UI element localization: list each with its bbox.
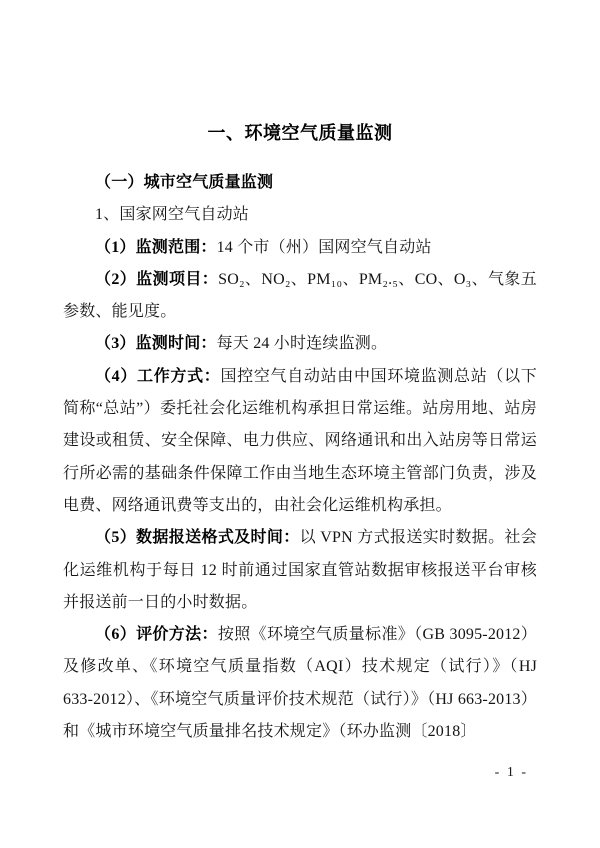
para-text: 以 VPN 方式报送实时数据。社会化运维机构于每日 12 时前通过国家直管站数据审核报送平台审核并报送前一日的小时数据。 (63, 529, 537, 611)
sub-heading: 1、国家网空气自动站 (95, 206, 250, 224)
para-monitoring-time (63, 328, 537, 360)
document-body (63, 167, 537, 748)
para-monitoring-scope (63, 232, 537, 264)
para-label: （5）数据报送格式及时间： (95, 529, 300, 547)
para-evaluation-method (63, 619, 537, 748)
para-text: SO₂、NO₂、PM₁₀、PM₂.₅、CO、O₃、气象五参数、能见度。 (63, 270, 537, 321)
para-working-method (63, 361, 537, 522)
para-data-reporting (63, 522, 537, 619)
para-text: 国控空气自动站由中国环境监测总站（以下简称“总站”）委托社会化运维机构承担日常运维。站房用地、站房建设或租赁、安全保障、电力供应、网络通讯和出入站房等日常运行所必需的基础条件保障工作由当地生态环境主管部门负责，涉及电费、网络通讯费等支出的，由社会化运维机构承担。 (63, 367, 537, 514)
para-text: 按照《环境空气质量标准》（GB 3095-2012）及修改单、《环境空气质量指数（AQI）技术规定（试行）》（HJ 633-2012）、《环境空气质量评价技术规范（试行）》（HJ 663-2013）和《城市环境空气质量排名技术规定》（环办监测〔2018〕 (63, 626, 537, 741)
para-monitoring-items (63, 264, 537, 329)
para-label: （2）监测项目： (95, 270, 219, 288)
para-label: （1）监测范围： (95, 238, 217, 256)
page-number: - 1 - (494, 765, 528, 780)
para-text: 每天 24 小时连续监测。 (216, 335, 388, 353)
para-label: （4）工作方式： (95, 367, 221, 385)
para-label: （3）监测时间： (95, 335, 217, 353)
para-label: （6）评价方法： (95, 626, 218, 644)
section-heading: （一）城市空气质量监测 (95, 174, 274, 191)
para-text: 14 个市（州）国网空气自动站 (216, 238, 432, 256)
document-title: 一、环境空气质量监测 (207, 123, 393, 143)
